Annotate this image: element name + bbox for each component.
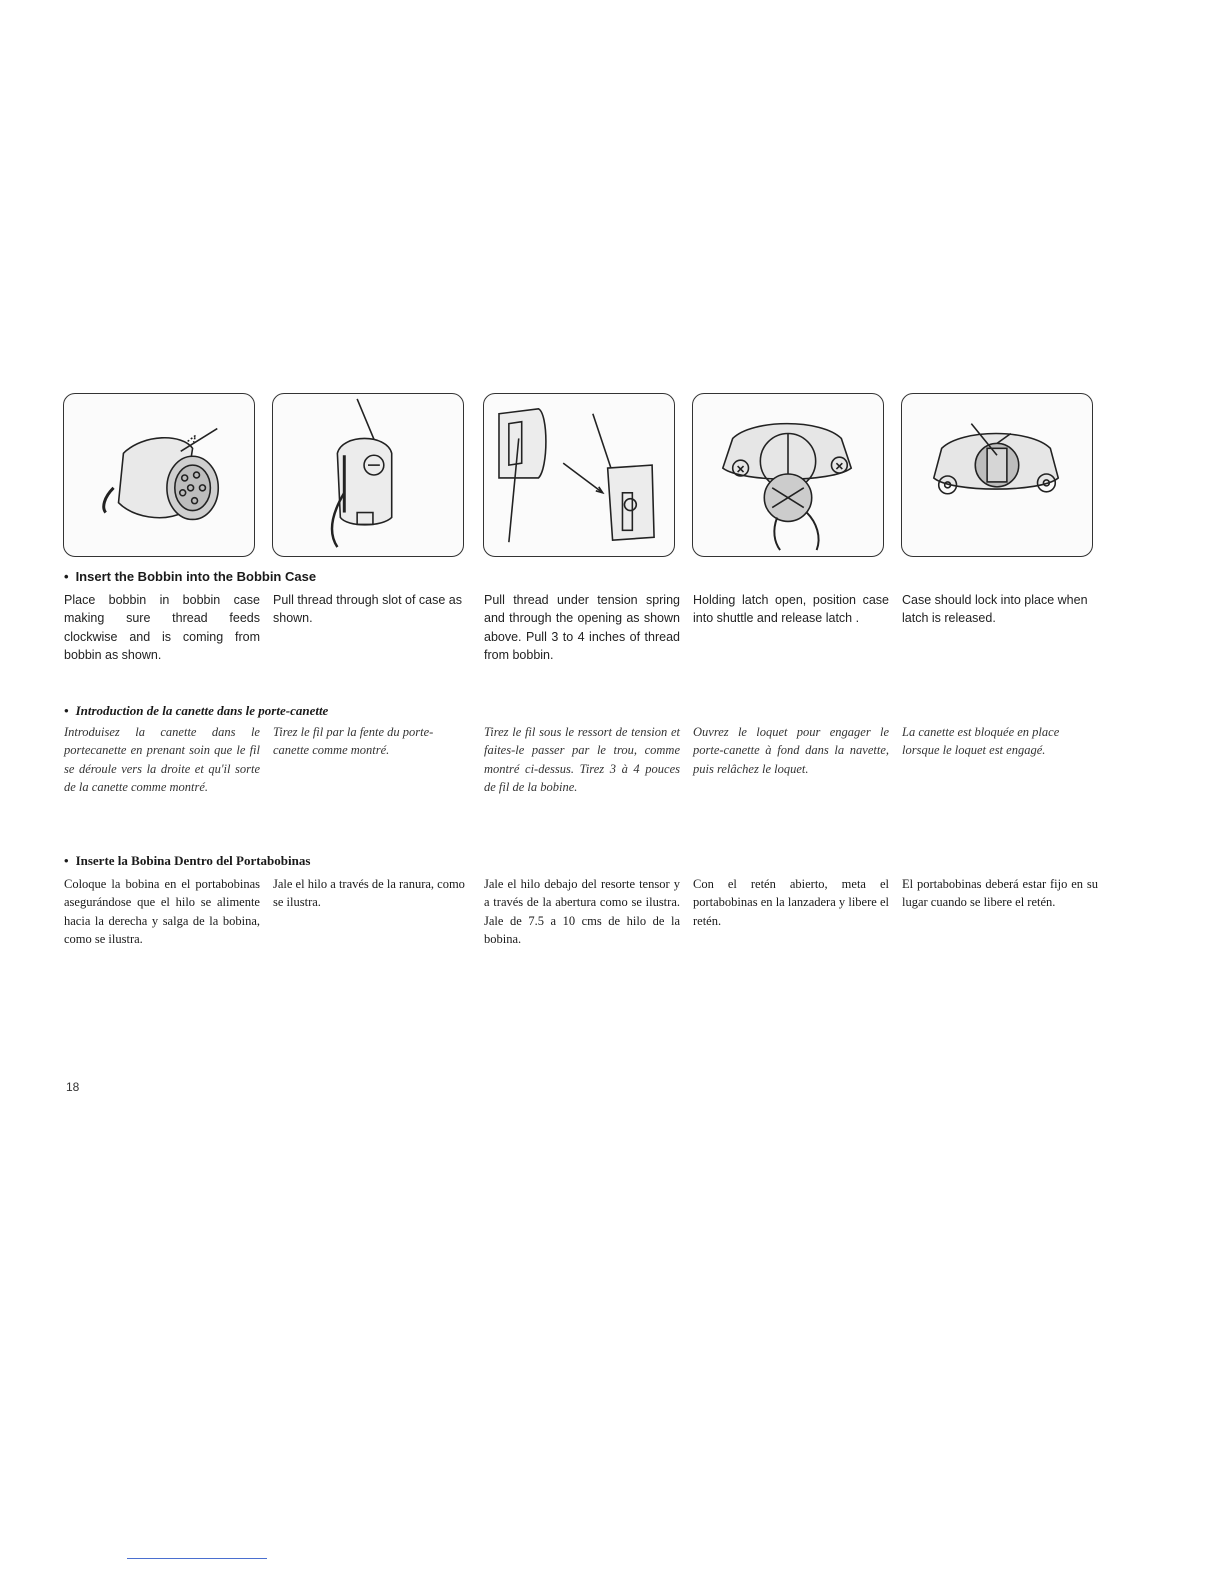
thread-through-slot-icon: [273, 394, 463, 556]
heading-french: [64, 703, 328, 719]
step-4-english: Holding latch open, position case into shuttle and release latch .: [693, 593, 889, 626]
bobbin-into-case-icon: [64, 394, 254, 556]
step-5-english: Case should lock into place when latch is released.: [902, 593, 1088, 626]
figure-step-2: [272, 393, 464, 557]
step-4-spanish: Con el retén abierto, meta el portabobinas en la lanzadera y libere el retén.: [693, 877, 889, 928]
figure-step-3: [483, 393, 675, 557]
case-locked-icon: [902, 394, 1092, 556]
step-2-english: Pull thread through slot of case as shown.: [273, 593, 463, 626]
step-2-french: Tirez le fil par la fente du porte-canette comme montré.: [273, 725, 434, 758]
bullet: •: [64, 853, 69, 868]
step-3-french: Tirez le fil sous le ressort de tension et faites-le passer par le trou, comme montré ci-dessus. Tirez 3 à 4 pouces de fil de la bobine.: [484, 725, 680, 795]
step-5-french: La canette est bloquée en place lorsque le loquet est engagé.: [902, 725, 1060, 758]
bullet: •: [64, 703, 69, 718]
step-1-english: Place bobbin in bobbin case making sure thread feeds clockwise and is coming from bobbin as shown.: [64, 593, 260, 663]
heading-english-text: Insert the Bobbin into the Bobbin Case: [75, 569, 317, 584]
case-into-shuttle-icon: [693, 394, 883, 556]
step-3-spanish: Jale el hilo debajo del resorte tensor y a través de la abertura como se ilustra. Jale de 7.5 a 10 cms de hilo de la bobina.: [484, 877, 680, 947]
step-2-spanish: Jale el hilo a través de la ranura, como se ilustra.: [273, 877, 465, 910]
heading-english: [64, 569, 316, 584]
figure-step-5: [901, 393, 1093, 557]
step-1-spanish: Coloque la bobina en el portabobinas asegurándose que el hilo se alimente hacia la derecha y salga de la bobina, como se ilustra.: [64, 877, 260, 947]
step-5-spanish: El portabobinas deberá estar fijo en su lugar cuando se libere el retén.: [902, 877, 1098, 910]
step-3-english: Pull thread under tension spring and through the opening as shown above. Pull 3 to 4 inches of thread from bobbin.: [484, 593, 680, 663]
figure-step-4: [692, 393, 884, 557]
step-4-french: Ouvrez le loquet pour engager le porte-canette à fond dans la navette, puis relâchez le loquet.: [693, 725, 889, 776]
heading-french-text: Introduction de la canette dans le porte-canette: [75, 703, 329, 718]
figure-step-1: [63, 393, 255, 557]
bullet: •: [64, 569, 69, 584]
heading-spanish: [64, 853, 310, 869]
step-1-french: Introduisez la canette dans le portecanette en prenant soin que le fil se déroule vers la droite et qu'il sorte de la canette comme montré.: [64, 725, 260, 795]
thread-under-spring-icon: [484, 394, 674, 556]
footer-rule: [127, 1558, 267, 1559]
heading-spanish-text: Inserte la Bobina Dentro del Portabobinas: [75, 853, 311, 868]
page-number: 18: [66, 1080, 80, 1094]
